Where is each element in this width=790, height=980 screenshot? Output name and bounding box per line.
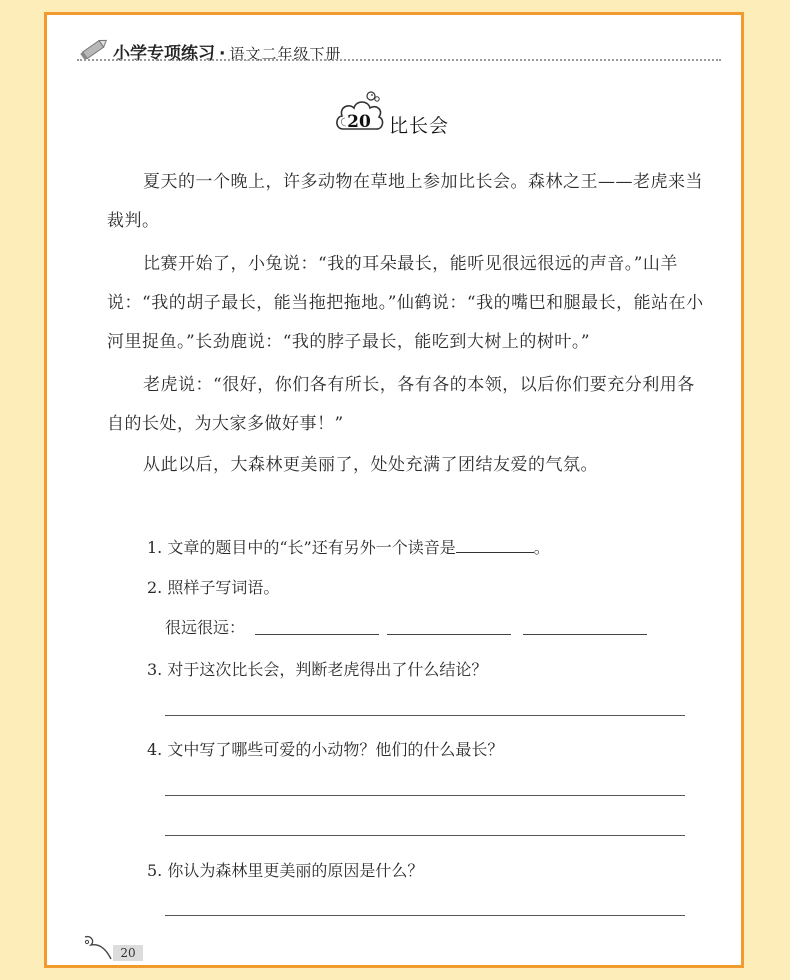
passage-paragraph-1: 夏天的一个晚上，许多动物在草地上参加比长会。森林之王——老虎来当裁判。	[107, 172, 703, 231]
question-1-blank[interactable]	[456, 552, 534, 553]
question-4: 4. 文中写了哪些可爱的小动物？他们的什么最长？	[147, 740, 504, 759]
question-1	[147, 535, 550, 558]
example-blank-2[interactable]	[387, 634, 511, 635]
question-2: 2. 照样子写词语。	[147, 578, 280, 597]
answer-line-q3[interactable]	[165, 715, 685, 716]
page-number: 20	[113, 945, 143, 961]
page-header	[77, 29, 717, 69]
example-blank-3[interactable]	[523, 634, 647, 635]
passage-paragraph-3: 老虎说：“很好，你们各有所长，各有各的本领，以后你们要充分利用各自的长处，为大家多做好事！”	[107, 375, 695, 434]
answer-line-q5[interactable]	[165, 915, 685, 916]
book-name: 语文二年级下册	[229, 45, 342, 63]
answer-line-q4-2[interactable]	[165, 835, 685, 836]
question-1-text: 1. 文章的题目中的“长”还有另外一个读音是	[147, 538, 456, 557]
header-divider	[77, 59, 721, 61]
passage-paragraph-4: 从此以后，大森林更美丽了，处处充满了团结友爱的气氛。	[143, 455, 598, 475]
lesson-number: 20	[347, 112, 371, 132]
question-5: 5. 你认为森林里更美丽的原因是什么？	[147, 861, 424, 880]
example-blank-1[interactable]	[255, 634, 379, 635]
question-2-example-label: 很远很远：	[165, 618, 246, 637]
question-1-end: 。	[533, 538, 550, 557]
lesson-heading	[47, 87, 741, 137]
answer-line-q4-1[interactable]	[165, 795, 685, 796]
lesson-title: 比长会	[389, 115, 450, 137]
series-name: 小学专项练习	[113, 44, 215, 64]
question-3: 3. 对于这次比长会，判断老虎得出了什么结论？	[147, 660, 488, 679]
header-separator: ·	[219, 44, 226, 64]
worksheet-page	[44, 12, 744, 968]
passage-paragraph-2: 比赛开始了，小兔说：“我的耳朵最长，能听见很远很远的声音。”山羊说：“我的胡子最长，能当拖把拖地。”仙鹤说：“我的嘴巴和腿最长，能站在小河里捉鱼。”长劲鹿说：“我的脖子最长，能吃到大树上的树叶。”	[107, 254, 704, 352]
